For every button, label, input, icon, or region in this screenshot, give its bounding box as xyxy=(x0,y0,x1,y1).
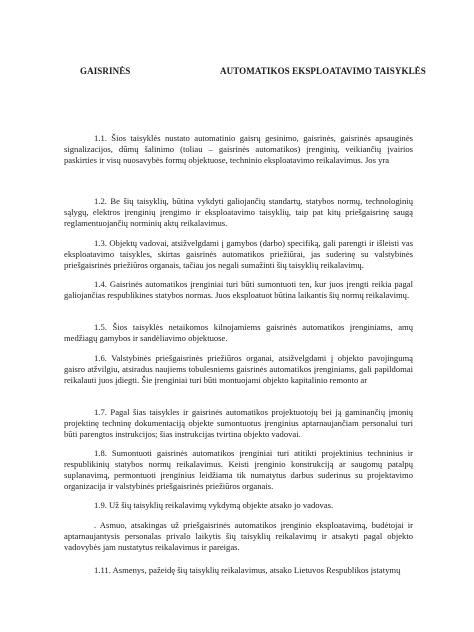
paragraph-1-7 xyxy=(64,407,413,440)
paragraph-text: 1.6. Valstybinės priešgaisrinės priežiūros organai, atsižvelgdami į objekto pavojingumą gaisro atžvilgiu, atsiradus naujiems tobulesniems gaisrinės automatikos įrenginiams, gali papildomai reikalauti juos įdiegti. Šie įrenginiai turi būti montuojami objekto kapitalinio remonto ar xyxy=(64,353,413,385)
paragraph-text: 1.4. Gaisrinės automatikos įrenginiai turi būti sumontuoti ten, kur juos įrengti reikia pagal galiojančias respublikines statybos normas. Juos eksploatuot būtina laikantis šių normų reikalavimų. xyxy=(64,279,413,300)
paragraph-text: 1.3. Objektų vadovai, atsižvelgdami į gamybos (darbo) specifiką, gali parengti ir išleisti vas eksploatavimo taisykles, skirtas gaisrinės automatikos priežiūrai, jas suderinę su valstybinės priešgaisrinės priežiūros organais, tačiau jos negali sumažinti šių taisyklių reikalavimų. xyxy=(64,238,413,270)
paragraph-text: 1.8. Sumontuoti gaisrinės automatikos įrenginiai turi atitikti projektinius techninius ir respublikinių statybos normų reikalavimus. Keisti įrenginio konstrukciją ar saugomų patalpų suplanavimą, permontuoti įrenginius leidžiama tik numatytus darbus suderinus su projektavimo organizacija ir valstybinės priešgaisrinės priežiūros organais. xyxy=(64,448,413,491)
paragraph-1-8 xyxy=(64,448,413,492)
paragraph-1-1 xyxy=(64,133,413,166)
heading-left: GAISRINĖS xyxy=(80,66,131,76)
heading-right: AUTOMATIKOS EKSPLOATAVIMO TAISYKLĖS xyxy=(220,66,426,76)
paragraph-1-11 xyxy=(64,565,413,576)
paragraph-text: 1.1. Šios taisyklės nustato automatinio gaisrų gesinimo, gaisrinės, gaisrinės apsauginės signalizacijos, dūmų šalinimo (toliau – gaisrinės automatikos) įrenginių, veikiančių įvairios paskirties ir visų nuosavybės formų objektuose, techninio eksploatavimo reikalavimus. Jos yra xyxy=(64,133,413,165)
paragraph-text: 1.11. Asmenys, pažeidę šių taisyklių reikalavimus, atsako Lietuvos Respublikos įstatymų xyxy=(94,565,401,575)
paragraph-text: 1.2. Be šių taisyklių, būtina vykdyti galiojančių standartų, statybos normų, technologinių sąlygų, elektros įrenginių įrengimo ir eksploatavimo taisyklių, taip pat kitų priešgaisrinę saugą reglamentuojančių norminių aktų reikalavimus. xyxy=(64,196,413,228)
paragraph-1-9 xyxy=(64,500,413,511)
paragraph-text: 1.5. Šios taisyklės netaikomos kilnojamiems gaisrinės automatikos įrenginiams, amų medžiagų gamybos ir sandėliavimo objektuose. xyxy=(64,322,413,343)
paragraph-1-3 xyxy=(64,238,413,271)
paragraph-1-5 xyxy=(64,322,413,344)
paragraph-text: 1.9. Už šių taisyklių reikalavimų vykdymą objekte atsako jo vadovas. xyxy=(94,500,334,510)
paragraph-1-4 xyxy=(64,279,413,301)
paragraph-1-10 xyxy=(64,520,413,553)
paragraph-1-6 xyxy=(64,353,413,386)
paragraph-1-2 xyxy=(64,196,413,229)
paragraph-text: . Asmuo, atsakingas už priešgaisrinės automatikos įrenginio eksploatavimą, budėtojai ir aptarnaujantysis personalas privalo laikytis šių taisyklių reikalavimų ir atsakyti pagal objekto vadovybės jam nustatytus reikalavimus ir pareigas. xyxy=(64,520,413,552)
paragraph-text: 1.7. Pagal šias taisykles ir gaisrinės automatikos projektuotojų bei ją gaminančių įmonių projektinę techninę dokumentaciją objekte sumontuotus įrenginius aptarnaujančiam personalui turi būti parengtos instrukcijos; šias instrukcijas tvirtina objekto vadovai. xyxy=(64,407,413,439)
